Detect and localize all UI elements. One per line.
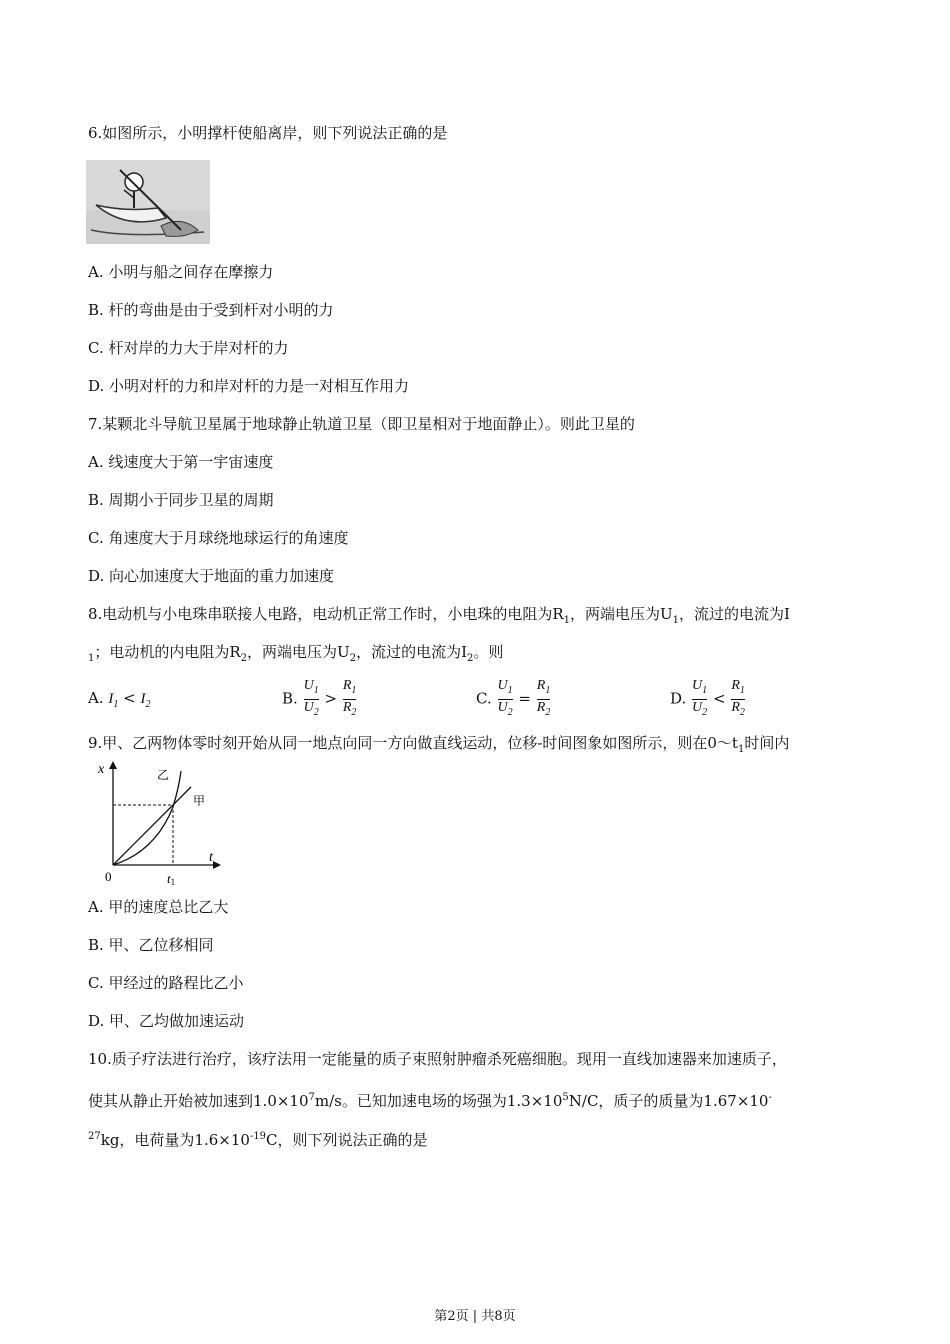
q6-option-d: D. 小明对杆的力和岸对杆的力是一对相互作用力 — [88, 377, 410, 395]
q7-option-d: D. 向心加速度大于地面的重力加速度 — [88, 567, 335, 585]
jia-label: 甲 — [193, 794, 206, 808]
xt-graph — [95, 757, 225, 887]
q9-stem: 9.甲、乙两物体零时刻开始从同一地点向同一方向做直线运动，位移-时间图象如图所示，则在$0\sim t_1$时间内 — [88, 734, 790, 755]
q8-option-c: C. $\frac{U_1}{U_2}$ = $\frac{R_1}{R_2}$ — [476, 678, 551, 718]
q7-option-a: A. 线速度大于第一宇宙速度 — [88, 453, 274, 471]
q7-option-c: C. 角速度大于月球绕地球运行的角速度 — [88, 529, 349, 547]
q9-option-b: B. 甲、乙位移相同 — [88, 936, 214, 954]
q6-stem: 6.如图所示，小明撑杆使船离岸，则下列说法正确的是 — [88, 124, 448, 142]
q8-option-a: A. $I_1 < I_2$ — [88, 689, 151, 710]
yi-label: 乙 — [157, 768, 170, 782]
boat-illustration — [86, 160, 210, 244]
origin-label: 0 — [105, 869, 112, 884]
q8-option-b: B. $\frac{U_1}{U_2}$ > $\frac{R_1}{R_2}$ — [282, 678, 357, 718]
q9-option-d: D. 甲、乙均做加速运动 — [88, 1012, 245, 1030]
q6-option-a: A. 小明与船之间存在摩擦力 — [88, 263, 274, 281]
q10-stem-line1: 10.质子疗法进行治疗，该疗法用一定能量的质子束照射肿瘤杀死癌细胞。现用一直线加速器来加速质子， — [88, 1050, 787, 1068]
page-footer: 第2页 | 共8页 — [434, 1309, 516, 1324]
q8-option-d: D. $\frac{U_1}{U_2}$ < $\frac{R_1}{R_2}$ — [670, 678, 745, 718]
q9-option-a: A. 甲的速度总比乙大 — [88, 898, 229, 916]
q8-stem-line1: 8.电动机与小电珠串联接人电路，电动机正常工作时，小电珠的电阻为$R_1$，两端电压为$U_1$，流过的电流为I — [88, 605, 790, 626]
q7-option-b: B. 周期小于同步卫星的周期 — [88, 491, 274, 509]
q10-stem-line2: 使其从静止开始被加速到$1.0\times 10^7m/s$。已知加速电场的场强为$1.3\times 10^5N/C$，质子的质量为1.67×10- — [88, 1092, 772, 1110]
q6-option-c: C. 杆对岸的力大于岸对杆的力 — [88, 339, 289, 357]
x-axis-label: x — [98, 762, 105, 777]
q6-option-b: B. 杆的弯曲是由于受到杆对小明的力 — [88, 301, 334, 319]
q9-option-c: C. 甲经过的路程比乙小 — [88, 974, 244, 992]
q8-stem-line2: $_1$；电动机的内电阻为$R_2$，两端电压为$U_2$，流过的电流为$I_2$。则 — [88, 643, 504, 664]
q7-stem: 7.某颗北斗导航卫星属于地球静止轨道卫星（即卫星相对于地面静止）。则此卫星的 — [88, 415, 635, 433]
q10-stem-line3: $^{27}$kg，电荷量为$1.6\times 10^{-19}C$，则下列说法正确的是 — [88, 1131, 428, 1149]
t1-label: t1 — [167, 871, 176, 887]
t-axis-label: t — [209, 850, 213, 865]
